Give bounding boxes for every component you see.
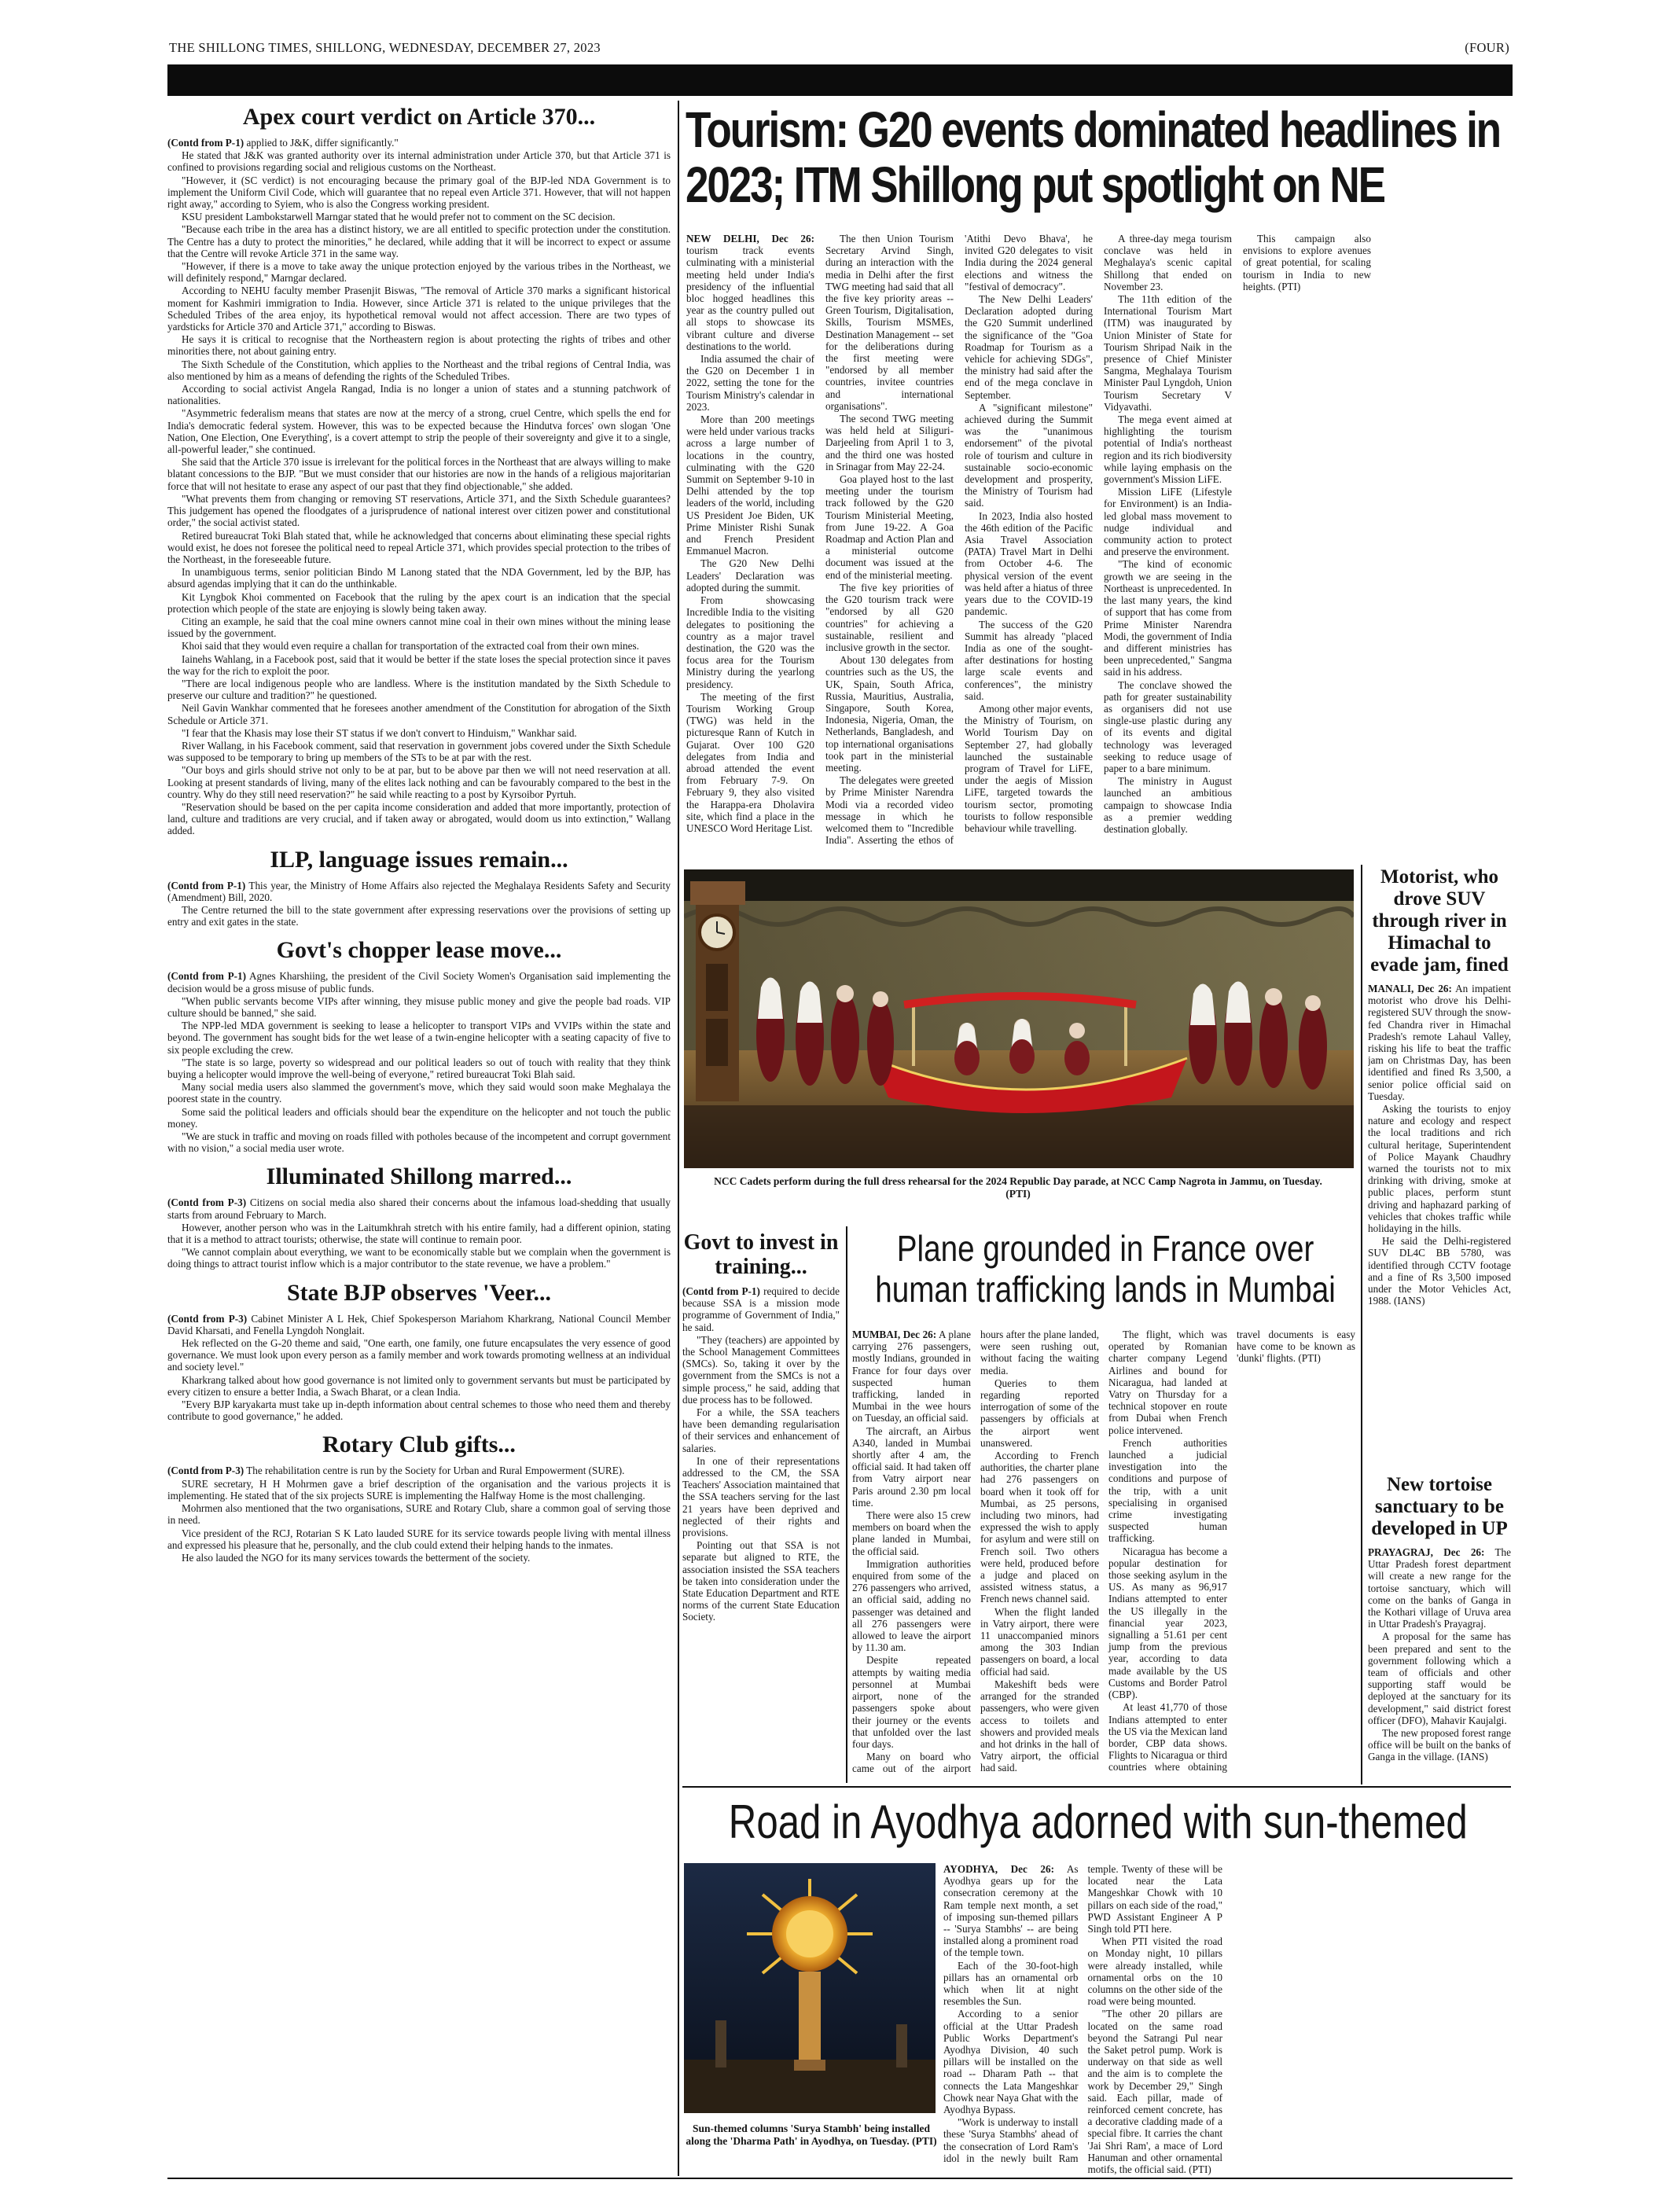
paragraph: Kit Lyngbok Khoi commented on Facebook that the ruling by the apex court is an indication that the special protection which people of the state are enjoying is slowly being taken away.: [167, 590, 671, 615]
paragraph: AYODHYA, Dec 26: As Ayodhya gears up for the consecration ceremony at the Ram temple next month, a set of imposing sun-themed pillars -- 'Surya Stambhs' -- are being installed along a prominent road of the temple town.: [943, 1863, 1079, 1959]
ssa-story: [682, 1230, 840, 1785]
ayodhya-paras: [943, 1863, 1222, 2176]
paragraph: "The kind of economic growth we are seeing in the Northeast is unprecedented. In the last many years, the kind of support that has come from Prime Minister Narendra Modi, the government of India and different ministries has been unprecedented," Sangma said in his address.: [1104, 558, 1232, 678]
paragraph: Queries to them regarding reported interrogation of some of the passengers by officials at the airport went unanswered.: [980, 1377, 1099, 1449]
paragraph: Citing an example, he said that the coal mine owners cannot mine coal in their own mines without the mining lease issued by the government.: [167, 615, 671, 640]
paragraph: Mission LiFE (Lifestyle for Environment) is an India-led global mass movement to nudge individual and community action to protect and preserve the environment.: [1104, 486, 1232, 558]
paragraph: "What prevents them from changing or removing ST reservations, Article 371, and the Sixth Schedule guarantees? This judgement has opened the floodgates of a jurisprudence of national interest over citizen power and constitutional order," the social activist stated.: [167, 492, 671, 529]
paragraph: He said the Delhi-registered SUV DL4C BB 5780, was identified through CCTV footage and a fine of Rs 3,500 imposed under the Motor Vehicles Act, 1988. (IANS): [1368, 1235, 1511, 1307]
dateline: NEW DELHI, Dec 26:: [686, 233, 814, 244]
paragraph: The ministry in August launched an ambitious campaign to showcase India as a premier wedding destination globally.: [1104, 775, 1232, 835]
paragraph: About 130 delegates from countries such as the US, the UK, Spain, South Africa, Russia, Mauritius, Australia, Singapore, South Korea, Indonesia, Nigeria, Oman, the Netherlands, Bangladesh, and top international organisations took part in the ministerial meeting.: [825, 654, 954, 774]
paragraph: (Contd from P-3) The rehabilitation centre is run by the Society for Urban and Rural Empowerment (SURE).: [167, 1465, 625, 1477]
paragraph: At least 41,770 of those Indians attempted to enter the US via the Mexican land border, CBP data shows. Flights to Nicaragua or third countries where obtaining travel documents is easy have come to be known as 'dunki' flights. (PTI): [1108, 1329, 1355, 1773]
paragraph: A three-day mega tourism conclave was held in Meghalaya's scenic capital Shillong that ended on November 23.: [1104, 233, 1232, 292]
paragraph: The flight, which was operated by Romanian charter company Legend Airlines and bound for Nicaragua, had landed at Vatry on Thursday for a technical stopover en route from Dubai when French police intervened.: [1108, 1329, 1227, 1436]
paragraph: River Wallang, in his Facebook comment, said that reservation in government jobs covered under the Sixth Schedule was supposed to be temporary to bring up members of the STs to be at par with the rest.: [167, 739, 671, 764]
masthead-publication-line: THE SHILLONG TIMES, SHILLONG, WEDNESDAY, DECEMBER 27, 2023: [169, 40, 601, 55]
paragraph: In 2023, India also hosted the 46th edition of the Pacific Asia Travel Association (PATA) Travel Mart in Delhi from October 4-6. The physical version of the event was held after a hiatus of three years due to the COVID-19 pandemic.: [965, 509, 1093, 618]
paragraph: The meeting of the first Tourism Working Group (TWG) was held in the picturesque Rann of Kutch in Gujarat. Over 100 G20 delegates from India and abroad attended the event from February 7-9. On February 9, they also visited the Harappa-era Dholavira site, which find a place in the UNESCO Word Heritage List.: [686, 690, 814, 834]
paragraph: The five key priorities of the G20 tourism track were "endorsed by all G20 countries" for achieving a sustainable, resilient and inclusive growth in the sector.: [825, 581, 954, 653]
paragraph: This campaign also envisions to explore avenues of great potential, for scaling tourism in India to new heights. (PTI): [1243, 233, 1371, 292]
paragraph: The Centre returned the bill to the state government after expressing reservations over the provisions of setting up entry and exit gates in the state.: [167, 903, 671, 928]
paragraph: "The other 20 pillars are located on the same road beyond the Satrangi Pul near the Saket petrol pump. Work is underway on that side as well and the aim is to complete the work by December 29," Singh said. Each pillar, made of reinforced cement concrete, has a decorative cladding made of a special fibre. It carries the chant 'Jai Shri Ram', a mace of Lord Hanuman and other ornamental motifs, the official said. (PTI): [1087, 2008, 1222, 2176]
paragraph: [686, 233, 814, 352]
dateline: (Contd from P-1): [167, 879, 246, 891]
dateline: (Contd from P-1): [167, 137, 244, 149]
paragraph: In unambiguous terms, senior politician Bindo M Lanong stated that the NDA Government, led by the BJP, has absurd agendas implying that it can do the unthinkable.: [167, 566, 671, 590]
paragraph: "We cannot complain about everything, we want to be economically stable but we complain when the government is doing things to attract tourist inflow which is a major contributor to the state revenue, we have a problem.": [167, 1246, 671, 1270]
paragraph: "They (teachers) are appointed by the School Management Committees (SMCs). So, taking it over by the government from the SMCs is not a simple process," he said, adding that due process has to be followed.: [682, 1333, 840, 1406]
surya-stambh-photo: [684, 1863, 936, 2113]
paragraph: In one of their representations addressed to the CM, the SSA Teachers' Association maintained that the SSA teachers serving for the last 21 years have been deprived and neglected of their rights and provisions.: [682, 1454, 840, 1539]
paragraph: The NPP-led MDA government is seeking to lease a helicopter to transport VIPs and VVIPs within the state and beyond. The government has sought bids for the wet lease of a twin-engine helicopter with a seating capacity of five to six people excluding the crew.: [167, 1020, 671, 1056]
paragraph: Asking the tourists to enjoy nature and ecology and respect the local traditions and rich cultural heritage, Superintendent of Police Mayank Chaudhry warned the tourists not to mix drinking with driving, smoke at public places, perform stunt driving and haphazard parking of vehicles that chokes traffic while holidaying in the hills.: [1368, 1103, 1511, 1235]
illuminated-body: [167, 1196, 671, 1270]
paragraph: MUMBAI, Dec 26: A plane carrying 276 passengers, mostly Indians, grounded in France for four days over suspected human trafficking, landed in Mumbai in the wee hours on Tuesday, an official said.: [852, 1329, 971, 1424]
paragraph: Neil Gavin Wankhar commented that he foresees another amendment of the Constitution for abrogation of the Sixth Schedule or Article 371.: [167, 702, 671, 726]
left-stories: [167, 101, 671, 2187]
dateline: MANALI, Dec 26:: [1368, 983, 1452, 994]
paragraph: Vice president of the RCJ, Rotarian S K Lato lauded SURE for its service towards people living with mental illness and expressed his pleasure that he, personally, and the club could extend their helping hands to the inmates.: [167, 1527, 671, 1551]
paragraph: However, another person who was in the Laitumkhrah stretch with his entire family, had a different opinion, stating that it is a method to attract tourists; otherwise, the state will continue to remain poor.: [167, 1221, 671, 1246]
paragraph: India assumed the chair of the G20 on December 1 in 2022, setting the tone for the Tourism Ministry's calendar in 2023.: [686, 353, 814, 413]
paragraph: Makeshift beds were arranged for the stranded passengers, who were given access to toilets and showers and provided meals and hot drinks in the hall of Vatry airport, the official had said.: [980, 1678, 1099, 1774]
paragraph: "The state is so large, poverty so widespread and our political leaders so out of touch with reality that they think buying a helicopter would improve the well-being of everyone," retired bureaucrat Toki Blah said.: [167, 1056, 671, 1081]
paragraph: (Contd from P-1) required to decide because SSA is a mission mode programme of Government of India," he said.: [682, 1285, 840, 1333]
paragraph: A "significant milestone" achieved during the Summit was the "unanimous endorsement" of the pivotal role of tourism and culture in sustainable socio-economic development and prosperity, the Ministry of Tourism had said.: [965, 401, 1093, 509]
photo-right-divider: [1361, 865, 1362, 1785]
motorist-body: [1368, 983, 1511, 1307]
paragraph: "Asymmetric federalism means that states are now at the mercy of a strong, cruel Centre, which spells the end for India's democratic federal system. However, this was to be expected because the Hindutva forces' own slogan 'One Nation, One Election, One Everything', is a covert attempt to strip the people of their sovereignty and give it to a single, all-powerful leader," she continued.: [167, 407, 671, 456]
paragraph: "Reservation should be based on the per capita income consideration and added that more importantly, protection of land, culture and traditions are very crucial, and if taken away or abrogated, would doom us into extinction," Wallang added.: [167, 800, 671, 837]
tourism-body: [686, 233, 1510, 854]
paragraph: According to social activist Angela Rangad, India is no longer a union of states and a stunning patchwork of nationalities.: [167, 383, 671, 407]
paragraph: Among other major events, the Ministry of Tourism, on World Tourism Day on September 27, had globally launched the sustainable program of Travel for LiFE, under the aegis of Mission LiFE, targeted towards the tourism sector, promoting tourists to follow responsible behaviour while travelling.: [965, 702, 1093, 834]
tortoise-headline: New tortoise sanctuary to be developed in UP: [1371, 1474, 1508, 1539]
paragraph: "There are local indigenous people who are landless. Where is the institution mandated by the Sixth Schedule to preserve our culture and tradition?" he questioned.: [167, 677, 671, 702]
ayodhya-body: [943, 1863, 1511, 2176]
paragraph: Retired bureaucrat Toki Blah stated that, while he acknowledged that concerns about eliminating these special rights would exist, he does not foresee the political need to repeal Article 371, which provides special protection to the tribes of the Northeast, in the foreseeable future.: [167, 529, 671, 565]
plane-headline: Plane grounded in France over human trafficking lands in Mumbai: [875, 1228, 1336, 1310]
motorist-story: [1368, 866, 1511, 1472]
paragraph: According to NEHU faculty member Prasenjit Biswas, "The removal of Article 370 marks a significant historical moment for Kashmiri immigration to India. However, since Article 371 is related to the unique privileges that the Scheduled Tribes of the area enjoy, its hypothetical removal would not affect accession. There are two types of yardsticks for Article 370 and Article 371," according to Biswas.: [167, 285, 671, 333]
paragraph: The second TWG meeting was held held at Siliguri-Darjeeling from April 1 to 3, and the third one was hosted in Srinagar from May 22-24.: [825, 413, 954, 472]
paragraph: Hek reflected on the G-20 theme and said, "One earth, one family, one future encapsulates the very essence of good governance. We must look upon every person as a family member and work towards promoting wellness at an individual and society level.": [167, 1337, 671, 1373]
dateline: (Contd from P-3): [167, 1196, 247, 1209]
paragraph: (Contd from P-1) applied to J&K, differ significantly.": [167, 137, 399, 149]
paragraph: There were also 15 crew members on board when the plane landed in Mumbai, the official said.: [852, 1509, 971, 1557]
ncc-cadets-photo: [684, 869, 1354, 1168]
ssa-headline: Govt to invest in training...: [683, 1230, 839, 1279]
plane-body: [852, 1329, 1355, 1785]
paragraph: (Contd from P-3) Cabinet Minister A L Hek, Chief Spokesperson Mariahom Kharkrang, National Council Member David Kharsati, and Fenella Lyngdoh Nonglait.: [167, 1312, 671, 1336]
chopper-headline: Govt's chopper lease move...: [276, 937, 562, 964]
tortoise-story: [1368, 1474, 1511, 1785]
paragraph: Some said the political leaders and officials should bear the expenditure on the helicopter and not touch the public money.: [167, 1105, 671, 1130]
page-bottom-rule: [167, 2178, 1513, 2179]
paragraph: "When public servants become VIPs after winning, they misuse public money and give the people bad roads. VIP culture should be banned," she said.: [167, 994, 671, 1019]
paragraph: "However, if there is a move to take away the unique protection enjoyed by the various tribes in the Northeast, we will definitely respond," Marngar declared.: [167, 260, 671, 285]
paragraph: The then Union Tourism Secretary Arvind Singh, during an interaction with the media in Delhi after the first TWG meeting had said that all the five key priority areas -- Green Tourism, Digitalisation, Skills, Tourism MSMEs, Destination Management -- set for the deliberations during the first meeting were "endorsed by all member countries, invitee countries and international organisations".: [825, 233, 954, 412]
paragraph: SURE secretary, H H Mohrmen gave a brief description of the organisation and the various projects it is implementing. He stated that of the six projects SURE is implementing the Halfway Home is the most challenging.: [167, 1477, 671, 1501]
paragraph: "Work is underway to install these 'Surya Stambhs' ahead of the consecration of Lord Ram's idol in the newly built Ram temple. Twenty of these will be located near the Lata Mangeshkar Chowk with 10 pillars on each side of the road," PWD Assistant Engineer A P Singh told PTI here.: [943, 1863, 1222, 2164]
paragraph: French authorities launched a judicial investigation into the conditions and purpose of the trip, with a unit specialising in organised crime investigating suspected human trafficking.: [1108, 1436, 1227, 1545]
paragraph: MANALI, Dec 26: An impatient motorist who drove his Delhi-registered SUV through the snow-fed Chandra river in Himachal Pradesh's remote Lahaul Valley, risking his life to beat the traffic jam on Christmas Day, has been identified and fined Rs 3,500, a senior police official said on Tuesday.: [1368, 983, 1511, 1102]
chopper-body: [167, 970, 671, 1154]
motorist-headline: Motorist, who drove SUV through river in Himachal to evade jam, fined: [1370, 866, 1509, 976]
paragraph: (Contd from P-1) Agnes Kharshiing, the president of the Civil Society Women's Organisation said implementing the decision would be a gross misuse of public funds.: [167, 970, 671, 994]
paragraph: "I fear that the Khasis may lose their ST status if we don't convert to Hinduism," Wankhar said.: [182, 726, 577, 739]
paragraph: The aircraft, an Airbus A340, landed in Mumbai shortly after 4 am, the official said. It had taken off from Vatry airport near Paris around 2.30 pm local time.: [852, 1424, 971, 1509]
paragraph: PRAYAGRAJ, Dec 26: The Uttar Pradesh forest department will create a new range for the tortoise sanctuary, which will come on the banks of Ganga in the Kothari village of Uruva area in Uttar Pradesh's Prayagraj.: [1368, 1546, 1511, 1630]
paragraph: KSU president Lambokstarwell Marngar stated that he would prefer not to comment on the SC decision.: [182, 211, 616, 223]
paragraph: (Contd from P-3) Citizens on social media also shared their concerns about the infamous load-shedding that usually starts from around February to March.: [167, 1196, 671, 1221]
paragraph: "However, it (SC verdict) is not encouraging because the primary goal of the BJP-led NDA Government is to implement the Uniform Civil Code, which will guarantee that no repeal even Article 371. However, that will not happen right away," according to Syiem, who is also the Congress working president.: [167, 174, 671, 211]
rotary-headline: Rotary Club gifts...: [322, 1432, 516, 1458]
paragraph: The 11th edition of the International Tourism Mart (ITM) was inaugurated by Union Minister of State for Tourism Shripad Naik in the presence of Chief Minister Sangma, Meghalaya Tourism Minister Paul Lyngdoh, Union Tourism Secretary V Vidyavathi.: [1104, 293, 1232, 413]
paragraph: "We are stuck in traffic and moving on roads filled with potholes because of the incompetent and corrupt government with no vision," a social media user wrote.: [167, 1130, 671, 1155]
column-divider: [678, 101, 679, 2176]
paragraph: The delegates were greeted by Prime Minister Narendra Modi via a recorded video message in which he welcomed them to "Incredible India". Asserting the ethos of 'Atithi Devo Bhava', he invited G20 delegates to visit India during the 2024 general elections and witness the "festival of democracy".: [825, 233, 1093, 847]
paragraph: Kharkrang talked about how good governance is not limited only to government servants but must be participated by every citizen to ensure a better India, a Swach Bharat, or a clean India.: [167, 1373, 671, 1398]
paragraph: He also lauded the NGO for its many services towards the betterment of the society.: [182, 1551, 531, 1564]
dateline: AYODHYA, Dec 26:: [943, 1863, 1054, 1875]
illuminated-headline: Illuminated Shillong marred...: [266, 1163, 572, 1190]
paragraph: For a while, the SSA teachers have been demanding regularisation of their services and enhancement of salaries.: [682, 1406, 840, 1454]
paragraph: He says it is critical to recognise that the Northeastern region is about protecting the rights of tribes and other minorities there, not about gaining entry.: [167, 333, 671, 358]
dateline: (Contd from P-3): [167, 1312, 248, 1325]
page-number: (FOUR): [1465, 40, 1509, 55]
stage-performance-image: [684, 869, 1354, 1168]
paragraph: "Because each tribe in the area has a distinct history, we are all entitled to specific protection under the constitution. The Centre has a duty to protect the minorities," he declared, while adding that it will be incorrect to expect or assume that the Centre will revoke Article 371 in the same way.: [167, 223, 671, 259]
paragraph: More than 200 meetings were held under various tracks across a large number of locations in the country, culminating with the G20 Summit on September 9-10 in Delhi attended by the top leaders of the world, including US President Joe Biden, UK Prime Minister Rishi Sunak and French President Emmanuel Macron.: [686, 414, 814, 557]
paragraph: The success of the G20 Summit has already "placed India as one of the sought-after destinations for hosting large scale events and conferences", the ministry said.: [965, 618, 1093, 702]
tortoise-body: [1368, 1546, 1511, 1763]
tourism-paras: [686, 233, 1371, 854]
paragraph: When the flight landed in Vatry airport, there were 11 unaccompanied minors among the 303 Indian passengers on board, a local official had said.: [980, 1605, 1099, 1678]
paragraph: The New Delhi Leaders' Declaration adopted during the G20 Summit underlined the significance of the "Goa Roadmap for Tourism as a vehicle for achieving SDGs", the ministry had said after the end of the mega conclave in September.: [965, 293, 1093, 401]
ayodhya-headline: Road in Ayodhya adorned with sun-themed: [728, 1796, 1468, 1848]
paragraph: Goa played host to the last meeting under the tourism track followed by the G20 Tourism Ministerial Meeting, from June 19-22. A Goa Roadmap and Action Plan and a ministerial outcome document was issued at the end of the ministerial meeting.: [825, 473, 954, 581]
paragraph: She said that the Article 370 issue is irrelevant for the political forces in the Northeast that are always willing to make blatant concessions to the BJP. "But we must consider that our histories are now in the hands of a religious majoritarian force that will not hesitate to erase any aspect of our past that they find objectionable," she added.: [167, 456, 671, 492]
paragraph: From showcasing Incredible India to the visiting delegates to positioning the country as a major travel destination, the G20 was the focus area for the Tourism Ministry during the yearlong presidency.: [686, 594, 814, 690]
dateline: (Contd from P-3): [167, 1465, 244, 1477]
ayodhya-top-rule: [682, 1786, 1511, 1788]
paragraph: Khoi said that they would even require a challan for transportation of the extracted coal from their own mines.: [182, 640, 639, 652]
paragraph: A proposal for the same has been prepared and sent to the government following which a team of officials and other supporting staff would be deployed at the sanctuary for its development," said district forest officer (DFO), Mahavir Kaujalgi.: [1368, 1630, 1511, 1726]
paragraph: Nicaragua has become a popular destination for those seeking asylum in the US. As many as 96,917 Indians attempted to enter the US illegally in the financial year 2023, signalling a 51.61 per cent jump from the previous year, according to data made available by the US Customs and Border Patrol (CBP).: [1108, 1545, 1227, 1701]
paragraph: Pointing out that SSA is not separate but aligned to RTE, the association insisted the SSA teachers be taken into consideration under the State Education Department and RTE norms of the current State Education Society.: [682, 1539, 840, 1623]
paragraph: The mega event aimed at highlighting the tourism potential of India's northeast region and its rich biodiversity while laying emphasis on the government's Mission LiFE.: [1104, 414, 1232, 486]
ayodhya-photo-caption: Sun-themed columns 'Surya Stambh' being installed along the 'Dharma Path' in Ayodhya, on Tuesday. (PTI): [686, 2123, 937, 2147]
bjp-body: [167, 1313, 671, 1423]
paragraph: Many on board who came out of the airport hours after the plane landed, were seen rushing out, without facing the waiting media.: [852, 1329, 1099, 1775]
bjp-headline: State BJP observes 'Veer...: [286, 1279, 552, 1306]
paragraph: "Our boys and girls should strive not only to be at par, but to be above par then we will not need reservation at all. Looking at present standards of living, many of the elites lack nothing and can be favourably compared to the best in the country. Why do they still need reservation?" he said while reacting to a post by Kyrsoibor Pyrtuh.: [167, 764, 671, 800]
paragraph: According to French authorities, the charter plane had 276 passengers on board when it took off for Mumbai, as 25 persons, including two minors, had expressed the wish to apply for asylum and were still on French soil. Two others were held, produced before a judge and placed on assisted witness status, a French news channel said.: [980, 1450, 1099, 1605]
paragraph: (Contd from P-1) This year, the Ministry of Home Affairs also rejected the Meghalaya Residents Safety and Security (Amendment) Bill, 2020.: [167, 879, 671, 903]
masthead-bar: [167, 64, 1513, 96]
rotary-body: [167, 1465, 671, 1564]
paragraph-text: tourism track events culminating with a ministerial meeting held under India's presidency of the influential bloc hogged headlines this year as the country pulled out all stops to showcase its vibrant culture and diverse destinations to the world.: [686, 244, 814, 352]
sun-pillar-image: [684, 1863, 936, 2113]
plane-paras: [852, 1329, 1355, 1785]
apex-headline: Apex court verdict on Article 370...: [242, 104, 596, 130]
paragraph: He stated that J&K was granted authority over its internal administration under Article 370, but that Article 371 is confined to provisions regarding social and religious customs on the Northeast.: [167, 149, 671, 174]
paragraph: Despite repeated attempts by waiting media personnel at Mumbai airport, none of the passengers spoke about their journey or the events that unfolded over the last four days.: [852, 1654, 971, 1750]
paragraph: Mohrmen also mentioned that the two organisations, SURE and Rotary Club, share a common goal of serving those in need.: [167, 1502, 671, 1527]
ncc-photo-caption: NCC Cadets perform during the full dress rehearsal for the 2024 Republic Day parade, at NCC Camp Nagrota in Jammu, on Tuesday. (PTI): [714, 1175, 1322, 1200]
paragraph: Many social media users also slammed the government's move, which they said would soon make Meghalaya the poorest state in the country.: [167, 1081, 671, 1105]
ssa-divider: [846, 1226, 847, 1783]
dateline: MUMBAI, Dec 26:: [852, 1329, 937, 1340]
dateline: PRAYAGRAJ, Dec 26:: [1368, 1546, 1485, 1558]
paragraph: The Sixth Schedule of the Constitution, which applies to the Northeast and the tribal regions of Central India, was also mentioned by him as a means of defending the rights of the Scheduled Tribes.: [167, 358, 671, 382]
dateline: (Contd from P-1): [682, 1285, 760, 1297]
ssa-body: [682, 1285, 840, 1623]
ilp-body: [167, 880, 671, 928]
paragraph: Each of the 30-foot-high pillars has an ornamental orb which when lit at night resembles the Sun.: [943, 1959, 1079, 2008]
paragraph: When PTI visited the road on Monday night, 10 pillars were already installed, while ornamental orbs on the 10 columns on the other side of the road were being mounted.: [1087, 1935, 1222, 2008]
masthead: [169, 38, 1509, 57]
paragraph: "Every BJP karyakarta must take up in-depth information about central schemes to those who need them and thereby contribute to good governance," he added.: [167, 1399, 671, 1423]
paragraph: Immigration authorities enquired from some of the 276 passengers who arrived, an official said, adding no passenger was detained and all 276 passengers were allowed to leave the airport by 11.30 am.: [852, 1557, 971, 1654]
paragraph: The conclave showed the path for greater sustainability as organisers did not use single-use plastic during any of its events and digital technology was leveraged seeking to reduce usage of paper to a bare minimum.: [1104, 678, 1232, 774]
dateline: (Contd from P-1): [167, 970, 246, 983]
paragraph: Iainehs Wahlang, in a Facebook post, said that it would be better if the state loses the special protection since it paves the way for the rich to exploit the poor.: [167, 652, 671, 677]
paragraph: According to a senior official at the Uttar Pradesh Public Works Department's Ayodhya Division, 40 such pillars will be installed on the road -- Dharam Path -- that connects the Lata Mangeshkar Chowk near Naya Ghat with the Ayodhya Bypass.: [943, 2008, 1079, 2116]
paragraph: The G20 New Delhi Leaders' Declaration was adopted during the summit.: [686, 557, 814, 594]
tourism-headline: Tourism: G20 events dominated headlines in 2023; ITM Shillong put spotlight on NE: [686, 102, 1500, 213]
ilp-headline: ILP, language issues remain...: [270, 846, 568, 873]
paragraph: The new proposed forest range office will be built on the banks of Ganga in the village. (IANS): [1368, 1727, 1511, 1763]
apex-body: [167, 137, 671, 837]
